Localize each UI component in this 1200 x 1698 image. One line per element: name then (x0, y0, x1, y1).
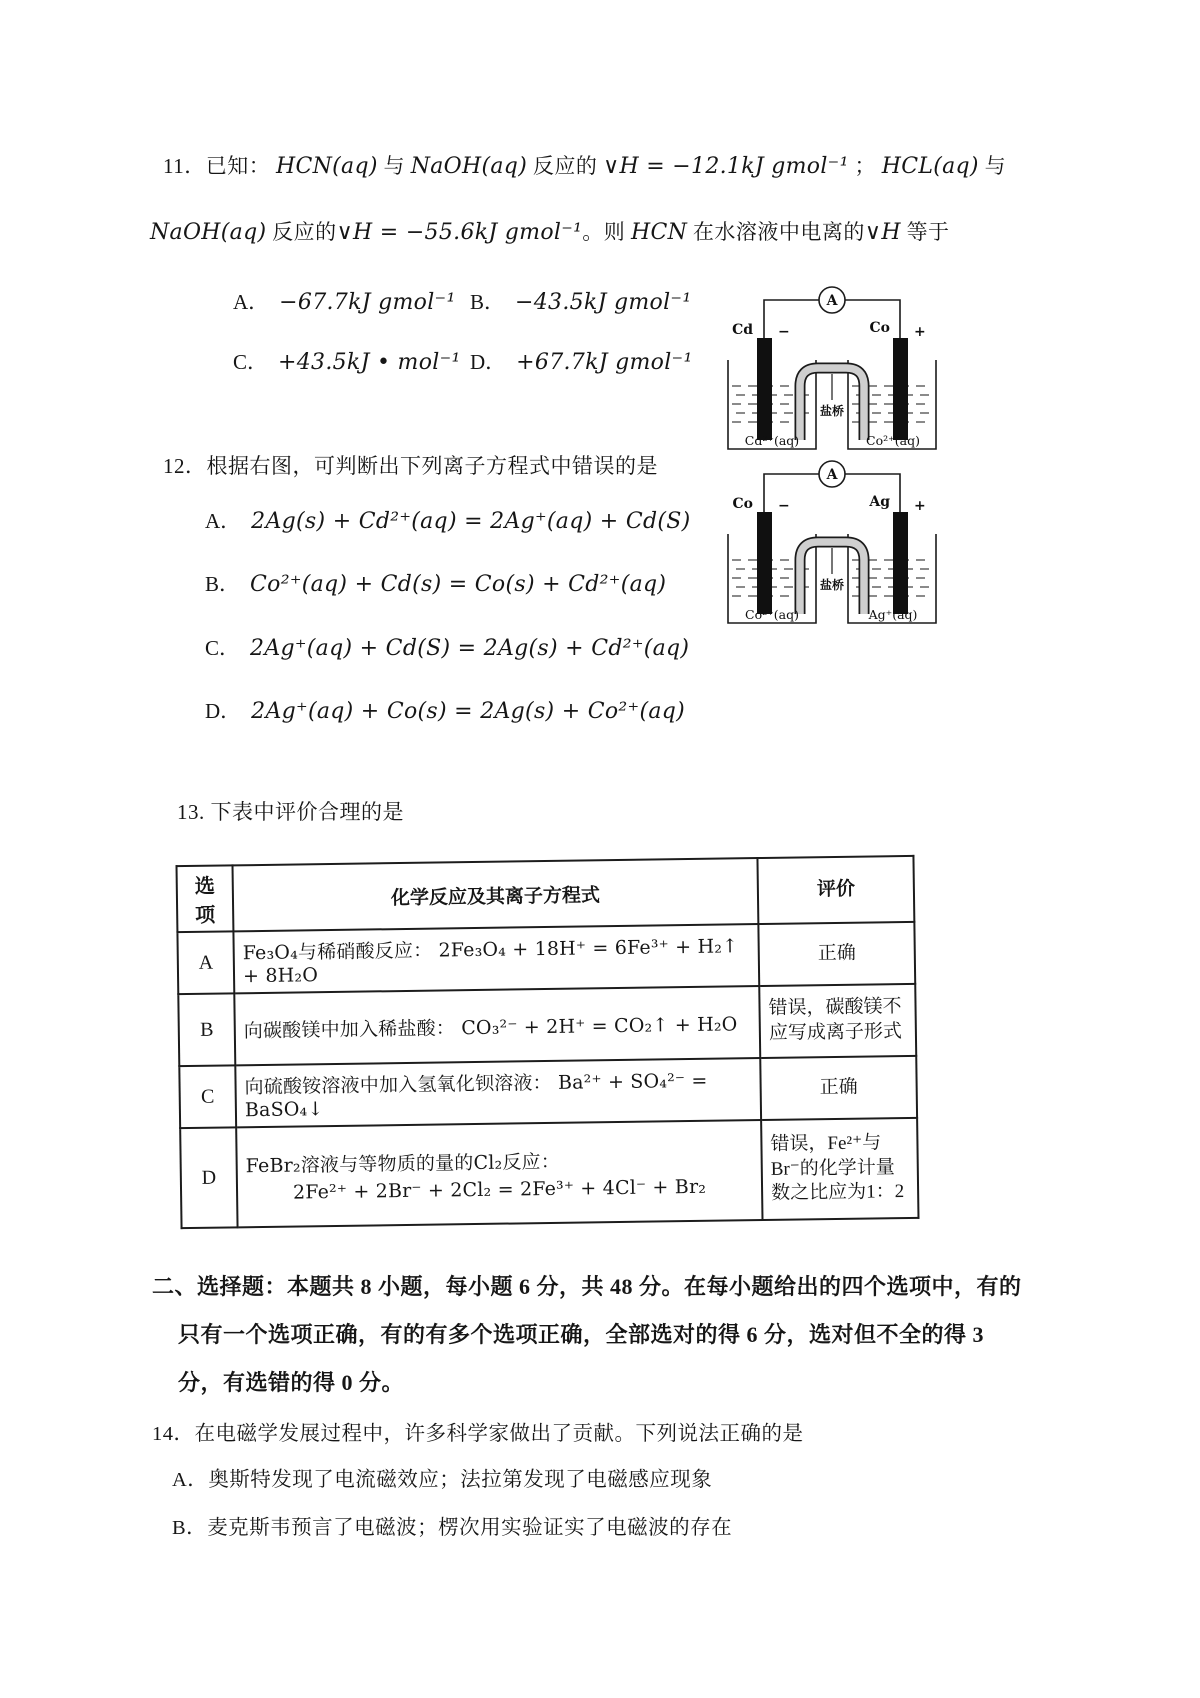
row-b-reaction: 向碳酸镁中加入稀盐酸： CO₃²⁻ + 2H⁺ = CO₂↑ + H₂O (234, 986, 760, 1065)
q11-option-a-value: −67.7kJ gmol⁻¹ (279, 290, 456, 315)
row-d-reaction-cell (236, 1120, 762, 1227)
left-sign-label: − (778, 324, 790, 340)
salt-bridge-label: 盐桥 (820, 404, 845, 418)
row-a-reaction: Fe₃O₄与稀硝酸反应： 2Fe₃O₄ + 18H⁺ = 6Fe³⁺ + H₂↑ + 8H₂O (233, 924, 759, 993)
q11-option-c-label: C． (233, 350, 269, 374)
q12-option-c-label: C． (205, 636, 241, 660)
row-c-reaction: 向硫酸铵溶液中加入氢氧化钡溶液： Ba²⁺ + SO₄²⁻ = BaSO₄↓ (235, 1058, 761, 1127)
salt-bridge-label: 盐桥 (820, 578, 845, 592)
q11-option-b-value: −43.5kJ gmol⁻¹ (515, 290, 692, 315)
q14-option-a-text: 奥斯特发现了电流磁效应；法拉第发现了电磁感应现象 (208, 1469, 713, 1491)
q14-title: 14．在电磁学发展过程中，许多科学家做出了贡献。下列说法正确的是 (152, 1423, 804, 1445)
q11-line-2: NaOH(aq) 反应的∨H = −55.6kJ gmol⁻¹。则 HCN 在水溶液中电离的∨H 等于 (150, 220, 950, 245)
section2-line-3: 分，有选错的得 0 分。 (178, 1370, 405, 1395)
table-row-a (177, 922, 915, 994)
right-solution-label: Ag⁺(aq) (868, 607, 918, 622)
right-solution-label: Co²⁺(aq) (866, 433, 920, 448)
q14-option-a (172, 1462, 712, 1492)
q11-option-a (233, 286, 456, 316)
q14-option-b (172, 1510, 732, 1540)
table-header-row (177, 856, 915, 932)
left-sign-label: − (778, 498, 790, 514)
q12-option-b-label: B． (205, 572, 241, 596)
table-row-d (180, 1118, 918, 1228)
q12-option-b (205, 568, 666, 598)
left-solution-label: Cd²⁺(aq) (744, 433, 800, 448)
table-header-evaluation: 评价 (757, 856, 914, 924)
q12-option-c (205, 632, 689, 662)
ammeter-label: A (826, 467, 838, 483)
ammeter-label: A (826, 293, 838, 309)
q11-option-d-label: D． (470, 350, 507, 374)
q11-option-d (470, 346, 693, 376)
table-row-c (179, 1056, 917, 1128)
q12-option-a (205, 505, 690, 535)
q12-option-a-label: A． (205, 509, 242, 533)
q12-option-d (205, 695, 685, 725)
row-d-evaluation: 错误，Fe²⁺与Br⁻的化学计量数之比应为1：2 (761, 1118, 918, 1220)
row-d-reaction-line2: 2Fe²⁺ + 2Br⁻ + 2Cl₂ = 2Fe³⁺ + 4Cl⁻ + Br₂ (292, 1175, 707, 1204)
cd-co-cell-diagram (712, 282, 952, 454)
q11-option-c (233, 346, 461, 376)
row-b-evaluation: 错误，碳酸镁不应写成离子形式 (759, 984, 916, 1058)
table-header-reaction: 化学反应及其离子方程式 (233, 858, 759, 931)
left-electrode-label: Cd (732, 322, 753, 338)
q13-evaluation-table (175, 855, 919, 1229)
right-electrode (893, 512, 908, 614)
left-electrode (757, 512, 772, 614)
q14-option-b-text: 麦克斯韦预言了电磁波；楞次用实验证实了电磁波的存在 (207, 1517, 733, 1539)
left-electrode (757, 338, 772, 440)
q11-option-a-label: A． (233, 290, 270, 314)
q11-option-b (470, 286, 691, 316)
q12-title: 12．根据右图，可判断出下列离子方程式中错误的是 (163, 454, 658, 478)
row-d-option: D (180, 1127, 237, 1228)
section2-line-2: 只有一个选项正确，有的有多个选项正确，全部选对的得 6 分，选对但不全的得 3 (178, 1322, 985, 1347)
row-c-evaluation: 正确 (760, 1056, 917, 1120)
row-d-reaction-line1: FeBr₂溶液与等物质的量的Cl₂反应： (245, 1150, 561, 1177)
q12-option-a-formula: 2Ag(s) + Cd²⁺(aq) = 2Ag⁺(aq) + Cd(S) (251, 509, 691, 534)
q13-title: 13. 下表中评价合理的是 (177, 800, 404, 824)
row-c-option: C (179, 1065, 236, 1128)
q12-option-d-formula: 2Ag⁺(aq) + Co(s) = 2Ag(s) + Co²⁺(aq) (251, 699, 686, 724)
right-sign-label: + (914, 498, 926, 514)
q12-option-b-formula: Co²⁺(aq) + Cd(s) = Co(s) + Cd²⁺(aq) (250, 572, 667, 597)
row-a-option: A (177, 931, 234, 994)
left-electrode-label: Co (732, 496, 753, 512)
row-b-option: B (178, 993, 235, 1066)
q11-option-b-label: B． (470, 290, 506, 314)
section2-line-1: 二、选择题：本题共 8 小题，每小题 6 分，共 48 分。在每小题给出的四个选项中，有的 (152, 1274, 1022, 1299)
q11-option-d-value: +67.7kJ gmol⁻¹ (516, 350, 693, 375)
q14-option-a-label: A． (172, 1469, 209, 1491)
right-electrode-label: Ag (869, 494, 890, 510)
q11-line-1: 11．已知： HCN(aq) 与 NaOH(aq) 反应的 ∨H = −12.1kJ gmol⁻¹ ； HCL(aq) 与 (163, 154, 1007, 179)
q12-option-c-formula: 2Ag⁺(aq) + Cd(S) = 2Ag(s) + Cd²⁺(aq) (250, 636, 690, 661)
q11-option-c-value: +43.5kJ • mol⁻¹ (278, 350, 461, 375)
q14-option-b-label: B． (172, 1517, 208, 1539)
right-electrode-label: Co (869, 320, 890, 336)
right-electrode (893, 338, 908, 440)
q12-option-d-label: D． (205, 699, 242, 723)
table-row-b (178, 984, 916, 1066)
co-ag-cell-diagram (712, 456, 952, 628)
left-solution-label: Co²⁺(aq) (745, 607, 799, 622)
right-sign-label: + (914, 324, 926, 340)
row-a-evaluation: 正确 (758, 922, 915, 986)
table-header-option: 选项 (177, 865, 234, 932)
